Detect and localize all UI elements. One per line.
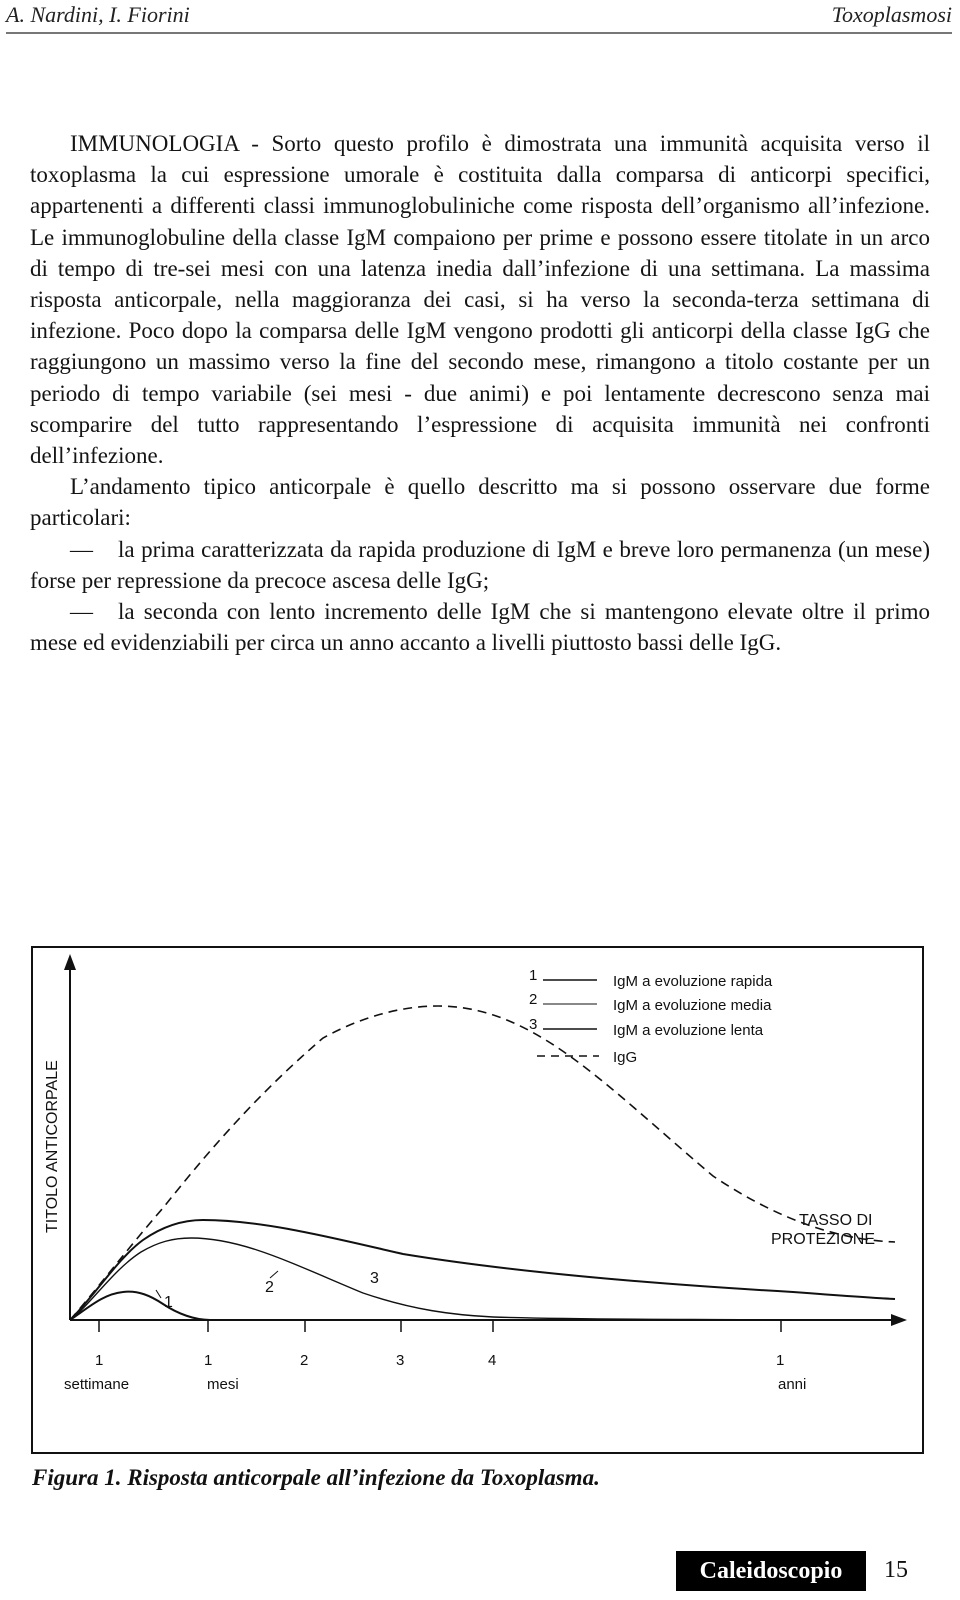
legend-entry-igg: IgG bbox=[613, 1049, 638, 1066]
list-item-text: la seconda con lento incremento delle IgM che si mantengono elevate oltre il primo mese ed evidenziabili per circa un anno accanto a livelli piuttosto bassi delle IgG. bbox=[30, 599, 930, 656]
curve-label-1: 1 bbox=[164, 1294, 173, 1311]
article-body bbox=[30, 128, 930, 658]
list-item-first-form bbox=[30, 534, 930, 596]
x-unit-mesi: mesi bbox=[207, 1376, 239, 1393]
list-item-text: la prima caratterizzata da rapida produzione di IgM e breve loro permanenza (un mese) forse per repressione da precoce ascesa delle IgG; bbox=[30, 536, 930, 593]
legend-entry-2: IgM a evoluzione media bbox=[613, 997, 772, 1014]
figure-frame bbox=[31, 946, 924, 1454]
dash-mark: — bbox=[70, 599, 93, 625]
x-tick-label: 1 bbox=[95, 1352, 104, 1369]
curve-label-2: 2 bbox=[265, 1279, 274, 1296]
curve-label-2-leader bbox=[270, 1271, 278, 1278]
x-tick-label: 2 bbox=[300, 1352, 309, 1369]
x-tick-2 bbox=[300, 1320, 308, 1369]
curve-label-3: 3 bbox=[370, 1270, 379, 1287]
list-item-second-form bbox=[30, 596, 930, 658]
header-authors: A. Nardini, I. Fiorini bbox=[6, 2, 190, 27]
x-tick-3 bbox=[396, 1320, 404, 1369]
running-header bbox=[0, 0, 960, 34]
x-tick-label: 4 bbox=[488, 1352, 497, 1369]
header-rule bbox=[6, 32, 952, 34]
legend-number-1: 1 bbox=[529, 967, 538, 984]
x-tick-label: 1 bbox=[776, 1352, 785, 1369]
dash-mark: — bbox=[70, 536, 93, 562]
y-axis-arrow bbox=[64, 954, 76, 970]
series-igg-line bbox=[70, 1006, 895, 1320]
x-tick-1-settimane bbox=[95, 1320, 103, 1369]
header-topic: Toxoplasmosi bbox=[831, 2, 952, 27]
figure-caption: Figura 1. Risposta anticorpale all’infezione da Toxoplasma. bbox=[32, 1465, 600, 1490]
legend-number-3: 3 bbox=[529, 1016, 538, 1033]
paragraph-immunologia: IMMUNOLOGIA - Sorto questo profilo è dimostrata una immunità acquisita verso il toxoplasma la cui espressione umorale è costituita dalla comparsa di anticorpi specifici, appartenenti a differenti classi immunoglobuliniche come risposta dell’organismo all’infezione. Le immunoglobuline della classe IgM compaiono per prime e possono essere titolate in un arco di tempo di tre-sei mesi con una latenza inedia dall’infezione di una settimana. La massima risposta anticorpale, nella maggioranza dei casi, si ha verso la seconda-terza settimana di infezione. Poco dopo la comparsa delle IgM vengono prodotti gli anticorpi della classe IgG che raggiungono un massimo verso la fine del secondo mese, rimangono a titolo costante per un periodo di tempo variabile (sei mesi - due animi) e poi lentamente decrescono senza mai scomparire del tutto rappresentando l’espressione di acquisita immunità nei confronti dell’infezione. bbox=[30, 131, 930, 469]
paragraph-andamento: L’andamento tipico anticorpale è quello descritto ma si possono osservare due forme particolari: bbox=[30, 474, 930, 531]
page-number: 15 bbox=[884, 1557, 908, 1583]
y-axis-label: TITOLO ANTICORPALE bbox=[44, 1060, 61, 1233]
x-tick-1-anni bbox=[776, 1320, 784, 1369]
publisher-brand: Caleidoscopio bbox=[676, 1551, 866, 1591]
x-axis-arrow bbox=[891, 1314, 907, 1326]
chart-legend bbox=[529, 967, 773, 1066]
curve-label-1-leader bbox=[156, 1290, 161, 1298]
series-igm-media-line bbox=[70, 1238, 793, 1320]
x-unit-anni: anni bbox=[778, 1376, 807, 1393]
legend-entry-1: IgM a evoluzione rapida bbox=[613, 973, 773, 990]
annotation-line-1: TASSO DI bbox=[799, 1212, 873, 1229]
annotation-line-2: PROTEZIONE bbox=[771, 1231, 876, 1248]
antibody-response-chart bbox=[33, 948, 926, 1456]
legend-entry-3: IgM a evoluzione lenta bbox=[613, 1022, 764, 1039]
x-tick-label: 1 bbox=[204, 1352, 213, 1369]
legend-number-2: 2 bbox=[529, 991, 538, 1008]
x-tick-label: 3 bbox=[396, 1352, 405, 1369]
x-tick-4 bbox=[488, 1320, 496, 1369]
x-tick-1-mesi bbox=[204, 1320, 212, 1369]
x-unit-settimane: settimane bbox=[64, 1376, 130, 1393]
